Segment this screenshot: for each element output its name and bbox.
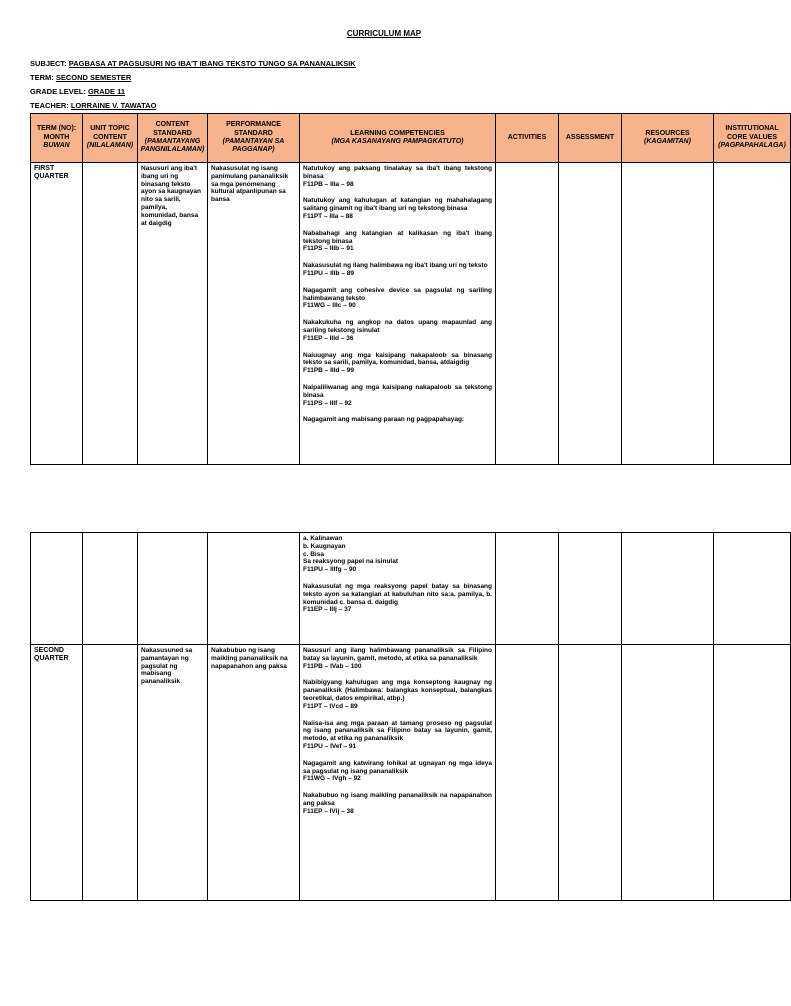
competency-item: Nakabubuo ng isang maikling pananaliksik na napapanahon ang paksa F11EP – IVij – 38 [303,792,492,815]
header-activities: ACTIVITIES [496,114,559,163]
subject-label: SUBJECT: [30,59,67,68]
competencies-cell [300,163,496,465]
term-value: SECOND SEMESTER [55,73,132,82]
competency-line: F11PU – IIIfg – 90 [303,566,357,574]
document-title: CURRICULUM MAP [346,29,422,38]
teacher-value: LORRAINE V. TAWATAO [70,101,157,110]
assessment-cell [559,163,622,465]
core-values-cell [714,645,791,901]
header-content-standard: CONTENT STANDARD (PAMANTAYANG PANGNILALAMAN) [138,114,208,163]
unit-cell [83,533,138,645]
resources-cell [622,645,714,901]
term-cell: SECOND QUARTER [31,645,83,901]
header-assessment: ASSESSMENT [559,114,622,163]
competency-item: Naipaliliwanag ang mga kaisipang nakapaloob sa tekstong binasa F11PS – IIIf – 92 [303,383,492,407]
table-row-first-quarter [31,163,791,465]
grade-value: GRADE 11 [87,87,126,96]
curriculum-table-page-1 [30,113,791,465]
competency-item: Nababahagi ang katangian at kalikasan ng iba't ibang tekstong binasa F11PS – IIIb – 91 [303,229,492,253]
header-row [31,114,791,163]
resources-cell [622,163,714,465]
competencies-cell [300,645,496,901]
content-standard-cell: Nasusuri ang iba't ibang uri ng binasang teksto ayon sa kaugnayan nito sa sarili, pamilya, komunidad, bansa at daigdig [138,163,208,465]
grade-label: GRADE LEVEL: [30,87,86,96]
assessment-cell [559,645,622,901]
content-standard-cell [138,533,208,645]
activities-cell [496,645,559,901]
performance-standard-cell: Nakabubuo ng isang maikling pananaliksik na napapanahon ang paksa [208,645,300,901]
competency-item: Nakakukuha ng angkop na datos upang mapaunlad ang sariling tekstong isinulat F11EP – IIId – 36 [303,319,492,342]
content-standard-cell: Nakasusuned sa pamantayan ng pagsulat ng mabisang pananaliksik [138,645,208,901]
performance-standard-cell: Nakasusulat ng isang panimulang pananaliksik sa mga penomenang kultural atpanlipunan sa bansa [208,163,300,465]
competency-item: Nakasusulat ng ilang halimbawa ng iba't ibang uri ng teksto F11PU – IIIb – 89 [303,262,488,277]
curriculum-table-page-2 [30,532,791,901]
header-performance-standard: PERFORMANCE STANDARD (PAMANTAYAN SA PAGGANAP) [208,114,300,163]
competencies-cell [300,533,496,645]
competency-item: Naiuugnay ang mga kaisipang nakapaloob sa binasang teksto sa sarili, pamilya, komunidad, bansa, atdaigdig F11PB – IIId – 99 [303,351,492,375]
header-unit: UNIT TOPIC CONTENT (NILALAMAN) [83,114,138,163]
competency-item: Nasusuri ang ilang halimbawang pananaliksik sa Filipino batay sa layunin, gamit, metodo, at etika sa pananaliksik F11PB – IVab – 100 [303,647,492,670]
term-cell [31,533,83,645]
unit-cell [83,163,138,465]
competency-line: b. Kaugnayan [303,542,346,550]
activities-cell [496,163,559,465]
term-label: TERM: [30,73,54,82]
competency-item: Nagagamit ang cohesive device sa pagsulat ng sariling halimbawang teksto F11WG – IIIc – 90 [303,286,492,310]
assessment-cell [559,533,622,645]
core-values-cell [714,163,791,465]
subject-line [30,59,356,68]
table-row-second-quarter [31,645,791,901]
competency-item: Natutukoy ang kahulugan at katangian ng mahahalagang salitang ginamit ng iba't ibang uri ng tekstong binasa F11PT – IIIa – 88 [303,197,492,220]
competency-item: Nagagamit ang katwirang lohikal at ugnayan ng mga ideya sa pagsulat ng isang pananaliksik F11WG – IVgh – 92 [303,759,492,783]
term-line [30,73,131,82]
header-core-values: INSTITUTIONAL CORE VALUES (PAGPAPAHALAGA) [714,114,791,163]
competency-line: Sa reaksyong papel na isinulat [303,558,399,566]
resources-cell [622,533,714,645]
header-resources: RESOURCES (KAGAMITAN) [622,114,714,163]
term-cell: FIRST QUARTER [31,163,83,465]
competency-item: Nagagamit ang mabisang paraan ng pagpapahayag: [303,416,465,424]
header-competencies: LEARNING COMPETENCIES (MGA KASANAYANG PAMPAGKATUTO) [300,114,496,163]
teacher-line [30,101,156,110]
competency-line: a. Kalinawan [303,535,343,542]
competency-item: Naiisa-isa ang mga paraan at tamang proseso ng pagsulat ng isang pananaliksik sa Filipino batay sa layunin, gamit, metodo, at etika ng pananaliksik F11PU – IVef – 91 [303,719,492,750]
performance-standard-cell [208,533,300,645]
competency-item: Natutukoy ang paksang tinalakay sa iba't ibang tekstong binasa F11PB – IIIa – 98 [303,165,492,188]
activities-cell [496,533,559,645]
competency-line: c. Bisa [303,550,324,558]
competency-item: Nakasusulat ng mga reaksyong papel batay sa binasang teksto ayon sa katangian at kabuluhan nito sa:a. pamilya, b. komunidad c. bansa d. daigdig F11EP – IIIj – 37 [303,582,492,614]
unit-cell [83,645,138,901]
teacher-label: TEACHER: [30,101,69,110]
grade-line [30,87,125,96]
competency-item: Nabibigyang kahulugan ang mga konseptong kaugnay ng pananaliksik (Halimbawa: balangkas konseptual, balangkas teoretikal, datos empirikal, atbp.) F11PT – IVcd – 89 [303,679,492,710]
core-values-cell [714,533,791,645]
header-term: TERM (NO): MONTH BUWAN [31,114,83,163]
table-row-continued [31,533,791,645]
subject-value: PAGBASA AT PAGSUSURI NG IBA'T IBANG TEKSTO TUNGO SA PANANALIKSIK [68,59,356,68]
